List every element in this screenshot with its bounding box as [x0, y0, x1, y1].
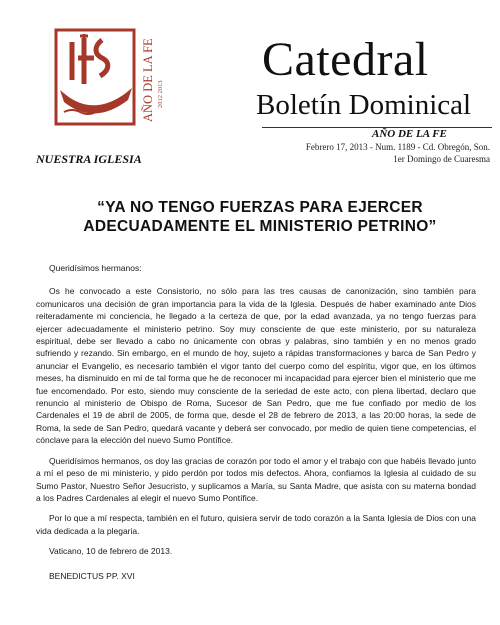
- bulletin-subtitle: Boletín Dominical: [256, 89, 472, 121]
- salutation: Queridísimos hermanos:: [49, 263, 142, 273]
- signature: BENEDICTUS PP. XVI: [49, 570, 135, 581]
- section-label: NUESTRA IGLESIA: [36, 152, 142, 166]
- paragraph-2: Queridísimos hermanos, os doy las gracias de corazón por todo el amor y el trabajo con que habéis llevado junto a mí el peso de mi ministerio, y pido perdón por todos mis defectos. Ahora, confiamos la Iglesia al cuidado de su Sumo Pastor, Nuestro Señor Jesucristo, y suplicamos a María, su Santa Madre, que asista con su materna bondad a los Padres Cardenales al elegir el nuevo Sumo Pontífice.: [36, 455, 476, 503]
- letter-date: Vaticano, 10 de febrero de 2013.: [49, 546, 173, 557]
- bulletin-title: Catedral: [262, 33, 429, 86]
- headline-line-1: “YA NO TENGO FUERZAS PARA EJERCER: [97, 199, 423, 216]
- paragraph-3: Por lo que a mí respecta, también en el futuro, quisiera servir de todo corazón a la Santa Iglesia de Dios con una vida dedicada a la plegaria.: [36, 513, 476, 536]
- logo-text: AÑO DE LA FE: [141, 38, 155, 122]
- letter-body: [36, 262, 476, 590]
- year-of-faith-label: AÑO DE LA FE: [372, 128, 447, 140]
- liturgical-sunday: 1er Domingo de Cuaresma: [393, 154, 490, 164]
- logo-years: 2012 2013: [157, 80, 164, 108]
- ano-de-la-fe-logo: [54, 28, 166, 126]
- paragraph-1: Os he convocado a este Consistorio, no sólo para las tres causas de canonización, sino también para comunicaros una decisión de gran importancia para la vida de la Iglesia. Después de haber examinado ante Dios reiteradamente mi conciencia, he llegado a la certeza de que, por la edad avanzada, ya no tengo fuerzas para ejercer adecuadamente el ministerio petrino. Soy muy consciente de que este ministerio, por su naturaleza espiritual, debe ser llevado a cabo no únicamente con obras y palabras, sino también y en no menos grado sufriendo y rezando. Sin embargo, en el mundo de hoy, sujeto a rápidas transformaciones y barca de San Pedro y anunciar el Evangelio, es necesario también el vigor tanto del cuerpo como del espíritu, vigor que, en los últimos meses, ha disminuido en mí de tal forma que he de reconocer mi incapacidad para ejercer bien el ministerio que me fue encomendado. Por esto, siendo muy consciente de la seriedad de este acto, con plena libertad, declaro que renuncio al ministerio de Obispo de Roma, Sucesor de San Pedro, que me fue confiado por medio de los Cardenales el 19 de abril de 2005, de forma que, desde el 28 de febrero de 2013, a las 20:00 horas, la sede de Roma, la sede de San Pedro, quedará vacante y deberá ser convocado, por medio de quien tiene competencias, el cónclave para la elección del nuevo Sumo Pontífice.: [36, 286, 476, 446]
- headline-line-2: ADECUADAMENTE EL MINISTERIO PETRINO”: [83, 218, 437, 235]
- issue-info: Febrero 17, 2013 - Num. 1189 - Cd. Obregón, Son.: [305, 142, 490, 152]
